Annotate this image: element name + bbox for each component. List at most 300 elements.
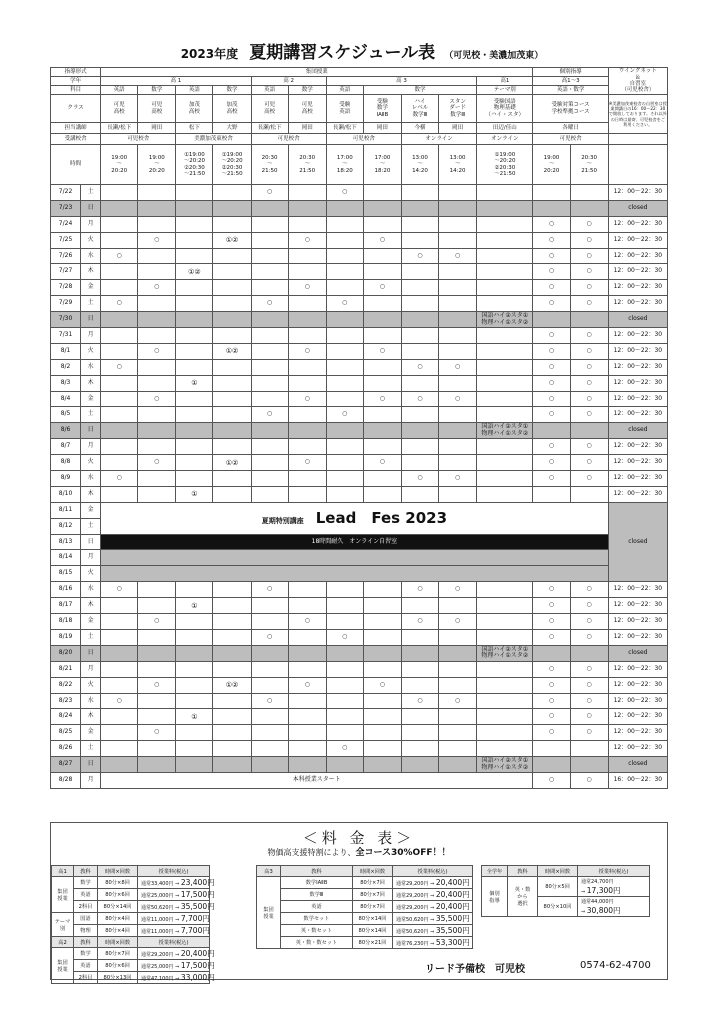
fee-header-cell: 教科 (281, 866, 353, 877)
empty-cell (439, 486, 477, 502)
day-date: 8/14 (51, 550, 81, 566)
empty-cell (176, 471, 213, 487)
day-weekday: 日 (81, 645, 101, 661)
empty-cell (477, 359, 533, 375)
empty-cell (570, 645, 608, 661)
day-row (51, 757, 668, 773)
class-cell: 可児 高校 (251, 95, 288, 123)
empty-cell (213, 407, 251, 423)
empty-cell (363, 725, 401, 741)
empty-cell (288, 423, 326, 439)
empty-cell (213, 296, 251, 312)
day-weekday: 木 (81, 709, 101, 725)
grade-label: 学年 (51, 77, 101, 86)
empty-cell (439, 328, 477, 344)
empty-cell (101, 407, 138, 423)
venue-blank (608, 134, 667, 145)
class-mark: ○ (570, 232, 608, 248)
day-row (51, 248, 668, 264)
empty-cell (326, 216, 363, 232)
empty-cell (439, 709, 477, 725)
fee-header-cell: 教科 (74, 937, 98, 948)
empty-cell (138, 471, 176, 487)
empty-cell (326, 614, 363, 630)
grade-k1-theme: 高1 (477, 77, 533, 86)
day-weekday: 日 (81, 200, 101, 216)
empty-cell (288, 471, 326, 487)
empty-cell (477, 185, 533, 201)
empty-cell (533, 486, 570, 502)
class-mark: ○ (288, 232, 326, 248)
empty-cell (326, 328, 363, 344)
empty-cell (288, 725, 326, 741)
lead-fes-title: Lead Fes 2023 (315, 508, 448, 527)
empty-cell (570, 423, 608, 439)
class-mark: ① (176, 709, 213, 725)
wing-hours: 12：00～22：30 (608, 661, 667, 677)
title-year: 2023年度 (180, 47, 239, 61)
empty-cell (101, 455, 138, 471)
class-mark: ○ (326, 296, 363, 312)
day-date: 7/29 (51, 296, 81, 312)
fee-header-row (257, 866, 473, 877)
class-mark: ○ (439, 582, 477, 598)
empty-cell (251, 264, 288, 280)
fee-time: 80分×6回 (98, 889, 138, 901)
fee-subject: 英語 (74, 889, 98, 901)
empty-cell (477, 725, 533, 741)
fee-header-row (52, 866, 210, 877)
day-weekday: 金 (81, 502, 101, 518)
theme-class-cell: 国語ハイ②スタ① 物理ハイ①スタ② (477, 312, 533, 328)
empty-cell (251, 423, 288, 439)
subject-cell: 英語 (251, 86, 288, 95)
wing-hours: 12：00～22：30 (608, 455, 667, 471)
empty-cell (101, 312, 138, 328)
empty-cell (401, 725, 438, 741)
empty-cell (326, 757, 363, 773)
day-row (51, 296, 668, 312)
empty-cell (439, 216, 477, 232)
day-row (51, 391, 668, 407)
empty-cell (326, 312, 363, 328)
day-weekday: 水 (81, 693, 101, 709)
empty-cell (101, 629, 138, 645)
header-grade-row (51, 77, 668, 86)
day-weekday: 火 (81, 677, 101, 693)
day-row (51, 502, 668, 518)
day-date: 8/15 (51, 566, 81, 582)
empty-cell (477, 216, 533, 232)
empty-cell (176, 248, 213, 264)
online-study-banner: 18時間耐久 オンライン自習室 (101, 534, 609, 550)
day-weekday: 水 (81, 248, 101, 264)
empty-cell (213, 709, 251, 725)
day-weekday: 日 (81, 534, 101, 550)
subject-cell: 英語・数学 (533, 86, 608, 95)
day-weekday: 火 (81, 566, 101, 582)
empty-cell (363, 185, 401, 201)
day-date: 8/17 (51, 598, 81, 614)
class-mark: ○ (533, 455, 570, 471)
empty-cell (363, 264, 401, 280)
empty-cell (101, 598, 138, 614)
day-row (51, 693, 668, 709)
empty-cell (176, 741, 213, 757)
empty-cell (288, 375, 326, 391)
class-mark: ○ (533, 725, 570, 741)
empty-cell (251, 598, 288, 614)
empty-cell (251, 677, 288, 693)
empty-cell (213, 725, 251, 741)
day-row (51, 471, 668, 487)
subject-cell: 英語 (101, 86, 138, 95)
empty-cell (363, 248, 401, 264)
empty-cell (477, 248, 533, 264)
fee-header-cell: 教科 (508, 866, 538, 877)
fee-header-row (52, 937, 210, 948)
empty-cell (401, 741, 438, 757)
class-mark: ○ (533, 264, 570, 280)
day-weekday: 金 (81, 614, 101, 630)
empty-cell (288, 296, 326, 312)
class-mark: ○ (138, 232, 176, 248)
class-mark: ○ (363, 677, 401, 693)
class-mark: ○ (533, 216, 570, 232)
empty-cell (477, 455, 533, 471)
empty-cell (213, 629, 251, 645)
fee-discount-price: 17,300円 (586, 885, 621, 895)
class-mark: ○ (439, 614, 477, 630)
empty-cell (288, 629, 326, 645)
individual-label: 個別指導 (533, 68, 608, 77)
wing-hours: 12：00～22：30 (608, 614, 667, 630)
fee-time: 80分×7回 (353, 889, 393, 901)
empty-cell (101, 375, 138, 391)
wing-hours: 12：00～22：30 (608, 582, 667, 598)
header-teacher-row (51, 123, 668, 134)
day-date: 8/20 (51, 645, 81, 661)
fee-subject: 数学ⅠAⅡB (281, 877, 353, 889)
empty-cell (570, 741, 608, 757)
empty-cell (176, 200, 213, 216)
empty-cell (138, 200, 176, 216)
empty-cell (439, 757, 477, 773)
empty-cell (251, 645, 288, 661)
empty-cell (251, 661, 288, 677)
empty-cell (439, 343, 477, 359)
empty-cell (251, 391, 288, 407)
day-weekday: 月 (81, 328, 101, 344)
empty-cell (477, 328, 533, 344)
day-row (51, 455, 668, 471)
day-row (51, 645, 668, 661)
empty-cell (326, 264, 363, 280)
class-mark: ①② (213, 343, 251, 359)
wing-hours: closed (608, 312, 667, 328)
class-mark: ①② (213, 677, 251, 693)
class-mark: ○ (326, 407, 363, 423)
day-row (51, 200, 668, 216)
day-weekday: 土 (81, 296, 101, 312)
empty-cell (533, 423, 570, 439)
teacher-cell: 岡田 (138, 123, 176, 134)
fee-discount-price: 35,500円 (435, 926, 470, 935)
day-weekday: 土 (81, 407, 101, 423)
day-weekday: 日 (81, 312, 101, 328)
day-row (51, 582, 668, 598)
fee-subtitle: 物価高支援特割により、全コース30%OFF！！ (267, 848, 451, 858)
empty-cell (477, 391, 533, 407)
day-row (51, 328, 668, 344)
class-mark: ○ (401, 582, 438, 598)
empty-cell (101, 328, 138, 344)
empty-cell (439, 375, 477, 391)
venue-cell: 可児校舎 (326, 134, 401, 145)
empty-cell (363, 709, 401, 725)
header-subject-row (51, 86, 668, 95)
class-mark: ○ (101, 359, 138, 375)
class-mark: ○ (288, 391, 326, 407)
empty-cell (176, 328, 213, 344)
day-date: 8/1 (51, 343, 81, 359)
empty-cell (138, 359, 176, 375)
empty-cell (213, 423, 251, 439)
empty-cell (213, 216, 251, 232)
empty-cell (288, 582, 326, 598)
class-mark: ○ (251, 693, 288, 709)
empty-cell (288, 741, 326, 757)
empty-cell (251, 439, 288, 455)
fee-subject: 2科目 (74, 972, 98, 984)
day-row (51, 629, 668, 645)
day-date: 8/8 (51, 455, 81, 471)
fee-subject: 数学 (74, 877, 98, 889)
day-weekday: 土 (81, 741, 101, 757)
empty-cell (138, 757, 176, 773)
empty-cell (570, 486, 608, 502)
empty-cell (439, 264, 477, 280)
subject-cell: 数学 (363, 86, 476, 95)
empty-cell (477, 629, 533, 645)
empty-cell (176, 280, 213, 296)
time-cell: 19:00 ～ 20:20 (138, 145, 176, 185)
fee-row (52, 925, 210, 937)
empty-cell (138, 375, 176, 391)
time-cell: 20:30 ～ 21:50 (570, 145, 608, 185)
fee-discount-price: 35,500円 (435, 914, 470, 923)
class-cell: 可児 高校 (288, 95, 326, 123)
fee-time: 80分×7回 (353, 877, 393, 889)
class-mark: ○ (570, 471, 608, 487)
empty-cell (101, 486, 138, 502)
class-mark: ①② (213, 455, 251, 471)
empty-cell (570, 185, 608, 201)
empty-cell (213, 757, 251, 773)
day-date: 8/11 (51, 502, 81, 518)
empty-cell (101, 423, 138, 439)
day-row (51, 614, 668, 630)
empty-cell (477, 677, 533, 693)
empty-cell (401, 677, 438, 693)
day-weekday: 土 (81, 185, 101, 201)
empty-cell (363, 645, 401, 661)
day-row (51, 280, 668, 296)
empty-cell (439, 645, 477, 661)
class-mark: ○ (570, 693, 608, 709)
fee-price: 通常11,000円 ⇒ 7,700円 (138, 925, 210, 937)
empty-cell (401, 232, 438, 248)
empty-cell (251, 280, 288, 296)
empty-cell (138, 439, 176, 455)
empty-cell (213, 359, 251, 375)
day-date: 8/25 (51, 725, 81, 741)
day-weekday: 火 (81, 455, 101, 471)
empty-cell (213, 614, 251, 630)
empty-cell (477, 343, 533, 359)
class-mark: ○ (533, 693, 570, 709)
empty-cell (288, 757, 326, 773)
empty-cell (363, 471, 401, 487)
day-date: 8/26 (51, 741, 81, 757)
empty-cell (477, 264, 533, 280)
empty-cell (326, 439, 363, 455)
fee-discount-price: 20,400円 (435, 890, 470, 899)
empty-cell (213, 248, 251, 264)
empty-cell (363, 296, 401, 312)
empty-cell (176, 661, 213, 677)
fee-price: 通常11,000円 ⇒ 7,700円 (138, 913, 210, 925)
empty-cell (477, 232, 533, 248)
empty-cell (401, 312, 438, 328)
empty-cell (213, 661, 251, 677)
class-mark: ○ (570, 375, 608, 391)
fee-table-section (50, 822, 668, 980)
wing-hours: 12：00～22：30 (608, 407, 667, 423)
empty-cell (439, 423, 477, 439)
empty-cell (533, 757, 570, 773)
empty-cell (401, 423, 438, 439)
class-mark: ○ (533, 375, 570, 391)
empty-cell (213, 693, 251, 709)
time-cell: ①19:00 ～20:20 ②20:30 ～21:50 (213, 145, 251, 185)
teacher-label: 担当講師 (51, 123, 101, 134)
day-date: 8/21 (51, 661, 81, 677)
empty-cell (326, 598, 363, 614)
day-date: 8/5 (51, 407, 81, 423)
empty-cell (251, 741, 288, 757)
class-mark: ○ (363, 232, 401, 248)
empty-cell (401, 709, 438, 725)
lead-fes-label: 夏期特別講座 (261, 516, 304, 525)
empty-cell (138, 629, 176, 645)
fee-row (257, 889, 473, 901)
class-mark: ○ (101, 582, 138, 598)
day-weekday: 金 (81, 725, 101, 741)
wing-hours: closed (608, 645, 667, 661)
empty-cell (326, 725, 363, 741)
day-weekday: 月 (81, 661, 101, 677)
header-class-row (51, 95, 668, 123)
class-mark: ① (176, 486, 213, 502)
fee-header-cell: 教科 (74, 866, 98, 877)
fee-header-cell: 授業料(税込) (138, 866, 210, 877)
teacher-cell: 松下 (176, 123, 213, 134)
day-row (51, 232, 668, 248)
class-cell: 可児 高校 (101, 95, 138, 123)
venue-cell: 可児校舎 (533, 134, 608, 145)
day-weekday: 日 (81, 757, 101, 773)
empty-cell (401, 375, 438, 391)
fee-row (52, 889, 210, 901)
empty-cell (138, 661, 176, 677)
class-mark: ○ (570, 661, 608, 677)
empty-cell (176, 439, 213, 455)
teacher-cell: 長瀬/松下 (251, 123, 288, 134)
teacher-cell: 大野 (213, 123, 251, 134)
empty-cell (101, 614, 138, 630)
day-date: 8/22 (51, 677, 81, 693)
empty-cell (251, 200, 288, 216)
empty-cell (533, 312, 570, 328)
empty-cell (401, 407, 438, 423)
day-date: 8/12 (51, 518, 81, 534)
wing-closed-block: closed (608, 502, 667, 581)
empty-cell (288, 486, 326, 502)
day-row (51, 264, 668, 280)
day-row (51, 725, 668, 741)
fee-row (257, 913, 473, 925)
day-weekday: 月 (81, 216, 101, 232)
class-mark: ○ (533, 629, 570, 645)
day-date: 8/4 (51, 391, 81, 407)
teacher-cell: 今横 (401, 123, 438, 134)
time-cell: 19:00 ～ 20:20 (533, 145, 570, 185)
empty-cell (288, 216, 326, 232)
empty-cell (138, 328, 176, 344)
time-cell: 13:00 ～ 14:20 (439, 145, 477, 185)
empty-cell (176, 582, 213, 598)
class-mark: ○ (570, 725, 608, 741)
class-label: クラス (51, 95, 101, 123)
empty-cell (477, 693, 533, 709)
wing-label: ウイングネット ＆ 自習室 （可児校舎） (608, 68, 667, 95)
wing-hours: 12：00～22：30 (608, 296, 667, 312)
empty-cell (401, 598, 438, 614)
wing-hours: 12：00～22：30 (608, 741, 667, 757)
empty-cell (101, 216, 138, 232)
empty-cell (326, 661, 363, 677)
empty-cell (326, 343, 363, 359)
empty-cell (363, 312, 401, 328)
class-mark: ○ (363, 280, 401, 296)
class-mark: ○ (138, 677, 176, 693)
empty-cell (138, 598, 176, 614)
empty-cell (251, 216, 288, 232)
day-date: 7/30 (51, 312, 81, 328)
venue-cell: オンライン (477, 134, 533, 145)
venue-label: 受講校舎 (51, 134, 101, 145)
class-cell: ハイ レベル 数学Ⅲ (401, 95, 438, 123)
empty-cell (251, 614, 288, 630)
fee-price: 通常24,700円 ⇒ 17,300円 (578, 877, 650, 897)
empty-cell (251, 328, 288, 344)
empty-cell (363, 359, 401, 375)
wing-hours: 12：00～22：30 (608, 375, 667, 391)
class-mark: ○ (570, 439, 608, 455)
empty-cell (401, 439, 438, 455)
empty-cell (101, 709, 138, 725)
